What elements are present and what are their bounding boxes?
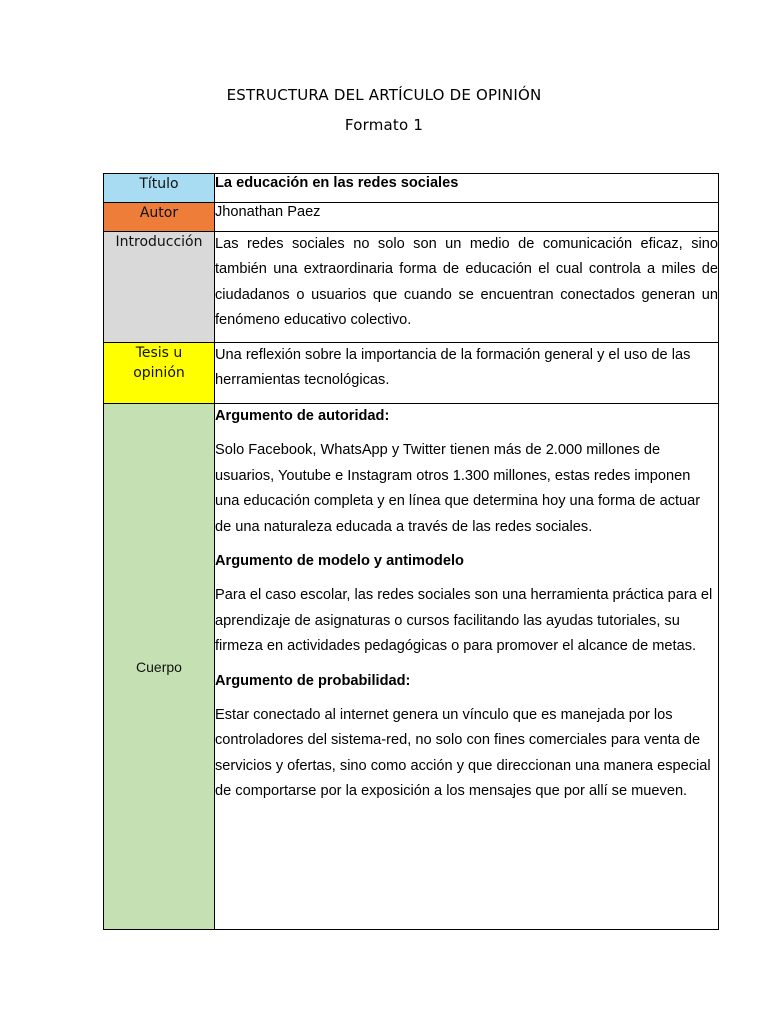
value-tesis: Una reflexión sobre la importancia de la formación general y el uso de las herramientas tecnológicas.: [215, 343, 719, 404]
label-tesis-line1: Tesis u: [135, 345, 183, 361]
value-cuerpo: [215, 404, 719, 930]
label-cuerpo: Cuerpo: [104, 404, 215, 930]
argument-text-modelo: Para el caso escolar, las redes sociales son una herramienta práctica para el aprendizaje de asignaturas o cursos facilitando las ayudas tutoriales, su firmeza en actividades pedagógicas o para promover el alcance de metas.: [215, 587, 713, 655]
label-tesis: [104, 343, 215, 404]
argument-text-autoridad: Solo Facebook, WhatsApp y Twitter tienen más de 2.000 millones de usuarios, Youtube e Instagram otros 1.300 millones, estas redes imponen una educación completa y en línea que determina hoy una forma de actuar de una naturaleza educada a través de las redes sociales.: [215, 442, 701, 535]
table-row-autor: [104, 203, 719, 232]
label-tesis-line2: opinión: [133, 365, 185, 381]
argument-heading-probabilidad: Argumento de probabilidad:: [215, 672, 411, 689]
table-row-tesis: [104, 343, 719, 404]
value-autor: Jhonathan Paez: [215, 203, 719, 232]
table-row-titulo: [104, 174, 719, 203]
document-title: ESTRUCTURA DEL ARTÍCULO DE OPINIÓN: [226, 86, 542, 104]
value-titulo: La educación en las redes sociales: [215, 174, 719, 203]
table-row-cuerpo: [104, 404, 719, 930]
label-titulo: Título: [104, 174, 215, 203]
table-row-introduccion: [104, 232, 719, 343]
argument-text-probabilidad: Estar conectado al internet genera un vínculo que es manejada por los controladores del sistema-red, no solo con fines comerciales para venta de servicios y ofertas, sino como acción y que direccionan una manera especial de comportarse por la exposición a los mensajes que por allí se mueven.: [215, 707, 711, 800]
value-introduccion: Las redes sociales no solo son un medio de comunicación eficaz, sino también una extraordinaria forma de educación el cual controla a miles de ciudadanos o usuarios que cuando se encuentran conectados generan un fenómeno educativo colectivo.: [215, 232, 719, 343]
argument-heading-autoridad: Argumento de autoridad:: [215, 408, 390, 424]
document-subtitle: Formato 1: [344, 116, 424, 134]
article-structure-table: [103, 173, 719, 930]
label-introduccion: Introducción: [104, 232, 215, 343]
label-autor: Autor: [104, 203, 215, 232]
argument-heading-modelo: Argumento de modelo y antimodelo: [215, 553, 464, 570]
